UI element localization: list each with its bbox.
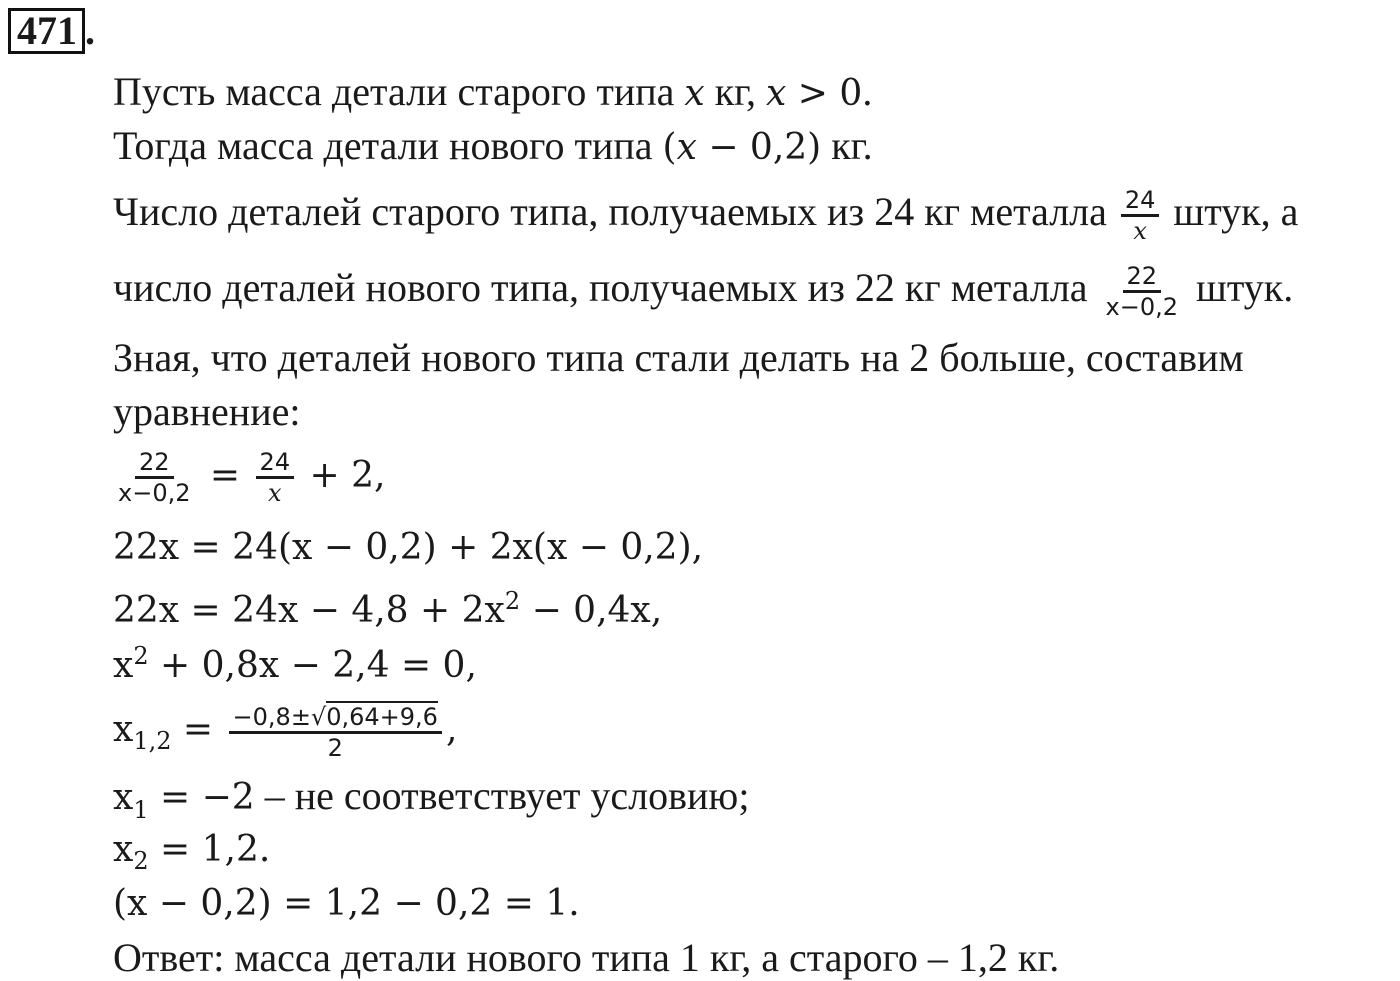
line-1-var: x (684, 73, 705, 114)
line-2-var: x (676, 127, 697, 168)
text-line-1 (113, 69, 873, 114)
line-3-text-b: штук, а (1163, 189, 1299, 234)
fraction-denominator-text: x (1133, 217, 1147, 246)
equation-7 (113, 830, 270, 881)
eq6-var: x (113, 777, 134, 818)
eq4-exponent: 2 (133, 642, 149, 670)
eq5-denominator: 2 (327, 733, 343, 762)
eq5-subscript: 1,2 (133, 727, 172, 756)
eq4-var: x (113, 645, 134, 686)
eq6-subscript: 1 (133, 796, 149, 824)
eq4-rest: + 0,8x − 2,4 = 0, (148, 645, 477, 686)
eq3-part-b: − 0,4x, (520, 590, 663, 631)
eq1-equals: = (198, 455, 252, 496)
line-6-text: уравнение: (113, 389, 301, 434)
line-4-text-b: штук. (1186, 265, 1294, 310)
problem-number-box: 471 (8, 8, 85, 54)
fraction-22-over-x-minus (1102, 262, 1182, 321)
line-1-text-a: Пусть масса детали старого типа (113, 69, 685, 114)
eq6-value: = −2 (148, 777, 255, 818)
equation-6 (113, 773, 750, 830)
eq1-right-denominator-text: x (268, 479, 282, 508)
eq7-var: x (113, 829, 134, 870)
line-1-ineq: > 0 (786, 73, 863, 114)
eq3-part-a: 22x = 24x − 4,8 + 2x (113, 590, 505, 631)
text-line-4 (113, 252, 1293, 324)
text-line-2 (113, 123, 873, 168)
fraction-numerator: 22 (1123, 262, 1162, 293)
fraction-denominator-text: x−0,2 (1105, 293, 1179, 322)
equation-8: (x − 0,2) = 1,2 − 0,2 = 1. (113, 883, 580, 924)
problem-number: 471 . (8, 8, 95, 54)
line-1-dot: . (862, 69, 873, 114)
eq5-numerator-prefix: −0,8±√ (232, 702, 327, 731)
eq1-tail: + 2, (298, 455, 386, 496)
eq5-radicand: 0,64+9,6 (326, 702, 438, 731)
text-line-3 (113, 176, 1298, 248)
answer-line: Ответ: масса детали нового типа 1 кг, а старого – 1,2 кг. (113, 935, 1060, 980)
eq7-value: = 1,2. (148, 829, 271, 870)
eq1-right-denominator (264, 479, 286, 507)
eq3-exponent: 2 (504, 587, 521, 615)
line-1-text-b: кг, (704, 69, 767, 114)
eq5-numerator (229, 703, 442, 734)
eq5-tail: , (445, 709, 458, 750)
line-2-text-b: кг. (821, 123, 873, 168)
line-2-text-a: Тогда масса детали нового типа (113, 123, 663, 168)
eq7-subscript: 2 (133, 847, 149, 876)
text-line-5 (113, 335, 1244, 380)
equation-2: 22x = 24(x − 0,2) + 2x(x − 0,2), (113, 527, 704, 568)
eq5-equals: = (171, 709, 225, 750)
eq5-quadratic-fraction (229, 703, 442, 762)
eq1-left-denominator: x−0,2 (118, 479, 191, 508)
eq5-var: x (113, 709, 134, 750)
equation-5 (113, 694, 457, 766)
equation-4 (113, 636, 477, 686)
eq1-right-numerator: 24 (256, 448, 295, 479)
line-2-paren: ( (662, 127, 677, 168)
eq6-note: – не соответствует условию; (254, 773, 750, 818)
eq1-left-numerator: 22 (135, 448, 174, 479)
fraction-numerator: 24 (1121, 186, 1160, 217)
line-1-var-2: x (766, 73, 787, 114)
line-5-text: Зная, что деталей нового типа стали делать на 2 больше, составим (113, 335, 1244, 380)
fraction-denominator (1102, 293, 1182, 321)
line-4-text-a: число деталей нового типа, получаемых из 22 кг металла (113, 265, 1098, 310)
line-2-expr: − 0,2) (696, 127, 822, 168)
line-3-text-a: Число деталей старого типа, получаемых из 24 кг металла (113, 189, 1117, 234)
eq1-fraction-left (114, 448, 194, 507)
equation-3 (113, 581, 662, 631)
equation-1 (110, 438, 386, 510)
text-line-6 (113, 389, 301, 434)
fraction-24-over-x (1121, 186, 1160, 245)
eq1-fraction-right (256, 448, 295, 507)
fraction-denominator (1129, 217, 1151, 245)
